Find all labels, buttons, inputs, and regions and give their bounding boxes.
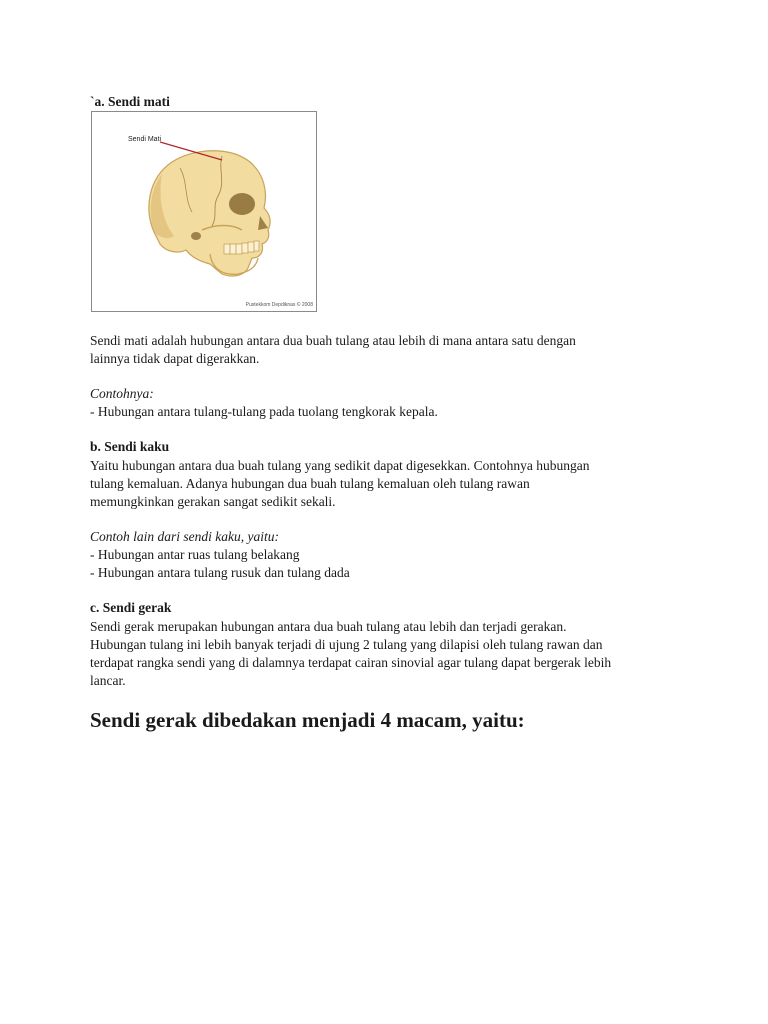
list-item: - Hubungan antara tulang-tulang pada tuolang tengkorak kepala. <box>90 404 438 419</box>
section-b-examples <box>90 528 690 582</box>
closing-heading: Sendi gerak dibedakan menjadi 4 macam, yaitu: <box>90 708 525 732</box>
text-line: memungkinkan gerakan sangat sedikit sekali. <box>90 494 336 509</box>
text-line: terdapat rangka sendi yang di dalamnya terdapat cairan sinovial agar tulang dapat bergerak lebih <box>90 655 612 670</box>
text-line: Sendi mati adalah hubungan antara dua buah tulang atau lebih di mana antara satu dengan <box>90 333 576 348</box>
skull-illustration <box>92 112 316 311</box>
text-line: Sendi gerak merupakan hubungan antara dua buah tulang atau lebih dan terjadi gerakan. <box>90 619 567 634</box>
text-line: lancar. <box>90 673 126 688</box>
cranium-shape <box>149 151 270 276</box>
section-a-heading: `a. Sendi mati <box>90 94 170 109</box>
section-b-heading: b. Sendi kaku <box>90 439 170 454</box>
eye-socket <box>229 193 255 215</box>
list-item: - Hubungan antar ruas tulang belakang <box>90 547 300 562</box>
section-c-heading: c. Sendi gerak <box>90 600 172 615</box>
figure-credit: Pustekkom Depdiknas © 2008 <box>245 302 313 308</box>
figure-label: Sendi Mati <box>128 136 162 143</box>
text-line: tulang kemaluan. Adanya hubungan dua buah tulang kemaluan oleh tulang rawan <box>90 476 530 491</box>
example-label: Contohnya: <box>90 386 154 401</box>
section-c-paragraph <box>90 618 690 690</box>
skull-figure <box>91 111 317 312</box>
text-line: Yaitu hubungan antara dua buah tulang yang sedikit dapat digesekkan. Contohnya hubungan <box>90 458 590 473</box>
section-a-paragraph <box>90 332 690 368</box>
text-line: Hubungan tulang ini lebih banyak terjadi di ujung 2 tulang yang dilapisi oleh tulang rawan dan <box>90 637 603 652</box>
section-a-examples <box>90 385 690 421</box>
list-item: - Hubungan antara tulang rusuk dan tulang dada <box>90 565 350 580</box>
example-label: Contoh lain dari sendi kaku, yaitu: <box>90 529 279 544</box>
section-b-paragraph <box>90 457 690 511</box>
text-line: lainnya tidak dapat digerakkan. <box>90 351 260 366</box>
